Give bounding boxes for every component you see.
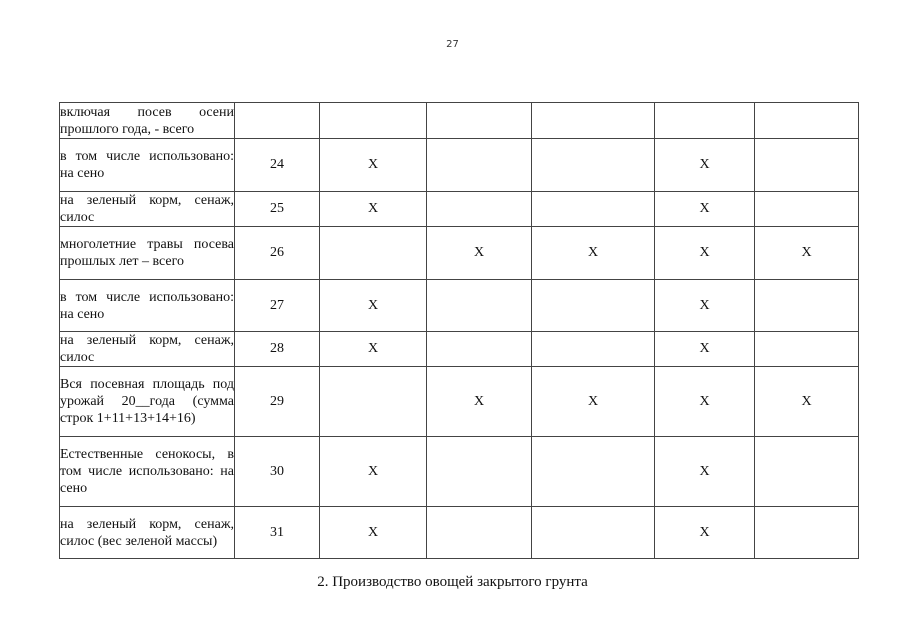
mark-cell	[755, 507, 859, 559]
mark-cell	[320, 103, 427, 139]
table-row	[60, 507, 859, 559]
mark-cell	[532, 139, 655, 192]
row-label: на зеленый корм, сенаж, силос	[60, 333, 234, 365]
mark-cell	[755, 139, 859, 192]
row-code: 31	[235, 507, 320, 559]
row-label: многолетние травы посева прошлых лет – всего	[60, 227, 235, 280]
mark-cell	[427, 332, 532, 367]
mark-cell: Х	[655, 280, 755, 332]
table-row	[60, 367, 859, 437]
mark-cell	[755, 280, 859, 332]
mark-cell	[755, 103, 859, 139]
mark-cell	[532, 280, 655, 332]
mark-cell: Х	[655, 192, 755, 227]
mark-cell: Х	[320, 437, 427, 507]
mark-cell: Х	[532, 227, 655, 280]
mark-cell	[755, 192, 859, 227]
mark-cell: Х	[320, 332, 427, 367]
row-code	[235, 103, 320, 139]
mark-cell	[427, 139, 532, 192]
row-code: 27	[235, 280, 320, 332]
table-row	[60, 192, 859, 227]
table-row	[60, 437, 859, 507]
row-label: Вся посевная площадь под урожай 20__года (сумма строк 1+11+13+14+16)	[60, 367, 235, 437]
mark-cell	[320, 227, 427, 280]
mark-cell: Х	[755, 227, 859, 280]
mark-cell	[427, 280, 532, 332]
mark-cell	[427, 507, 532, 559]
row-label: Естественные сенокосы, в том числе использовано: на сено	[60, 437, 235, 507]
row-code: 25	[235, 192, 320, 227]
mark-cell	[532, 437, 655, 507]
table-row	[60, 103, 859, 139]
mark-cell	[427, 103, 532, 139]
row-label: включая посев осени прошлого года, - всего	[60, 104, 234, 137]
mark-cell: Х	[427, 367, 532, 437]
table-row	[60, 332, 859, 367]
mark-cell: Х	[320, 280, 427, 332]
crop-table	[59, 102, 859, 559]
page-number: 27	[446, 39, 459, 50]
mark-cell: Х	[655, 437, 755, 507]
table-body	[60, 103, 859, 559]
row-code: 30	[235, 437, 320, 507]
row-label: в том числе использовано: на сено	[60, 280, 235, 332]
row-code: 28	[235, 332, 320, 367]
mark-cell	[532, 192, 655, 227]
table-row	[60, 139, 859, 192]
mark-cell	[755, 332, 859, 367]
row-code: 24	[235, 139, 320, 192]
mark-cell	[427, 437, 532, 507]
section-caption: 2. Производство овощей закрытого грунта	[317, 574, 588, 590]
row-label: в том числе использовано: на сено	[60, 139, 235, 192]
mark-cell	[655, 103, 755, 139]
table-row	[60, 280, 859, 332]
row-code: 29	[235, 367, 320, 437]
mark-cell: Х	[655, 332, 755, 367]
mark-cell: Х	[532, 367, 655, 437]
row-label: на зеленый корм, сенаж, силос (вес зеленой массы)	[60, 507, 235, 559]
mark-cell: Х	[655, 227, 755, 280]
mark-cell: Х	[755, 367, 859, 437]
mark-cell: Х	[427, 227, 532, 280]
mark-cell: Х	[655, 507, 755, 559]
mark-cell	[427, 192, 532, 227]
mark-cell	[320, 367, 427, 437]
table-row	[60, 227, 859, 280]
mark-cell: Х	[320, 139, 427, 192]
row-code: 26	[235, 227, 320, 280]
mark-cell: Х	[655, 367, 755, 437]
mark-cell	[755, 437, 859, 507]
mark-cell: Х	[320, 192, 427, 227]
mark-cell	[532, 332, 655, 367]
mark-cell: Х	[320, 507, 427, 559]
mark-cell	[532, 507, 655, 559]
mark-cell: Х	[655, 139, 755, 192]
row-label: на зеленый корм, сенаж, силос	[60, 193, 234, 225]
mark-cell	[532, 103, 655, 139]
